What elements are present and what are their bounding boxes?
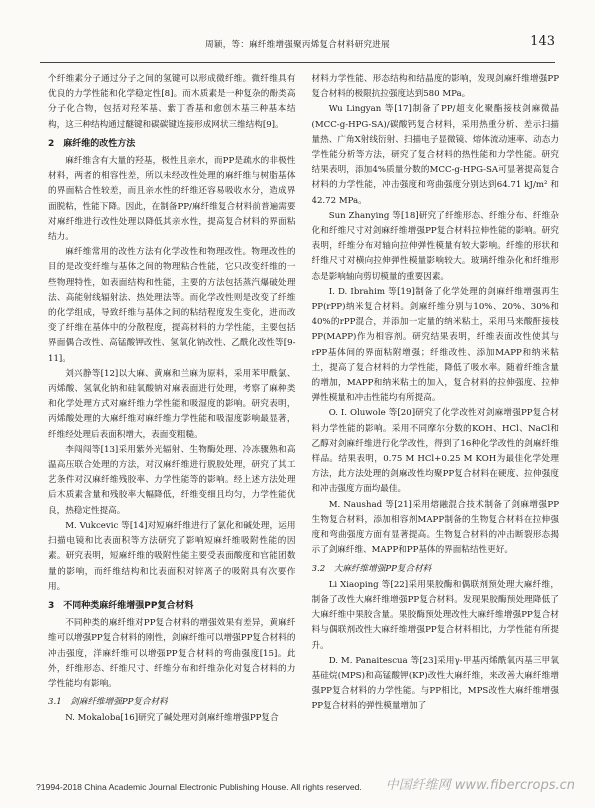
paragraph: 麻纤维常用的改性方法有化学改性和物理改性。物理改性的目的是改变纤维与基体之间的物理粘合性能，它只改变纤维的一些物理特性，如表面结构和性能，主要的方法包括蒸汽爆破处理法、高能射线辐射法、热处理法等。而化学改性则是改变了纤维的化学组成，导致纤维与基体之间的粘结程度发生变化，进而改变了纤维在基体中的分散程度，提高材料的力学性能，主要包括界面偶合改性、高锰酸钾改性、氢氧化钠改性、乙酰化改性等[9-11]。	[48, 247, 296, 364]
subsection-heading: 3.2 大麻纤维增强PP复合材料	[311, 563, 432, 574]
paragraph: D. M. Panaitescua 等[23]采用γ-甲基丙烯酰氧丙基三甲氧基硅烷(MPS)和高锰酸钾(KP)改性大麻纤维，来改善大麻纤维增强PP复合材料的力学性能。与PP相比，MPS改性大麻纤维增强PP复合材料的弹性模量增加了	[311, 655, 559, 712]
paragraph: 刘兴静等[12]以大麻、黄麻和兰麻为原料，采用苯甲酰氯、丙烯酸、氢氧化钠和硅氧酸钠对麻表面进行处理，考察了麻种类和化学处理方式对麻纤维力学性能和吸湿度的影响。研究表明，丙烯酸处理的大麻纤维对麻纤维力学性能和吸湿度影响最显著，纤维经处理后表面积增大，表面变粗糙。	[48, 368, 296, 440]
paragraph: 麻纤维含有大量的羟基，极性且亲水，而PP是疏水的非极性材料，两者的相容性差，所以未经改性处理的麻纤维与树脂基体的界面粘合性较差，而且亲水性的纤维还容易吸收水分，造成界面脱粘，性能下降。因此，在制备PP/麻纤维复合材料前普遍需要对麻纤维进行改性处理以降低其亲水性，提高复合材料的界面粘结力。	[48, 156, 296, 243]
paragraph: Li Xiaoping 等[22]采用果胶酶和偶联剂预处理大麻纤维，制备了改性大麻纤维增强PP复合材料。发现果胶酶预处理降低了大麻纤维中果胶含量。果胶酶预处理改性大麻纤维增强PP复合材料与偶联剂改性大麻纤维增强PP复合材料相比，力学性能有所提升。	[311, 579, 559, 651]
section-heading: 3 不同种类麻纤维增强PP复合材料	[48, 600, 194, 611]
page-footer	[36, 778, 575, 798]
right-column	[312, 72, 560, 772]
section-heading: 2 麻纤维的改性方法	[48, 138, 136, 149]
paragraph: 不同种类的麻纤维对PP复合材料的增强效果有差异，黄麻纤维可以增强PP复合材料的刚性，剑麻纤维可以增强PP复合材料的冲击强度，洋麻纤维可以增强PP复合材料的弯曲强度[15]。此外，纤维形态、纤维尺寸、纤维分布和纤维杂化对复合材料的力学性能均有影响。	[48, 618, 296, 689]
left-column	[48, 72, 296, 772]
subsection-heading: 3.1 剑麻纤维增强PP复合材料	[48, 697, 168, 708]
paragraph: 李闯闯等[13]采用紫外光辐射、生物酶处理、冷冻骤熟和高温高压联合处理的方法，对汉麻纤维进行脱胶处理，研究了其工艺条件对汉麻纤维残胶率、力学性能等的影响。经上述方法处理后木质素含量和残胶率大幅降低，纤维变细且均匀，力学性能优良，热稳定性提高。	[48, 444, 296, 516]
paragraph: O. I. Oluwole 等[20]研究了化学改性对剑麻增强PP复合材料力学性能的影响。采用不同摩尔分数的KOH、HCl、NaCl和乙醇对剑麻纤维进行化学改性，得到了16种化学改性的剑麻纤维样品。结果表明，0.75 M HCl+0.25 M KOH为最佳化学处理方法，此方法处理的剑麻改性均聚PP复合材料在硬度、拉伸强度和冲击强度方面均最佳。	[311, 408, 559, 495]
paragraph: N. Mokaloba[16]研究了碱处理对剑麻纤维增强PP复合	[65, 713, 279, 724]
paragraph: Wu Lingyan 等[17]制备了PP/超支化聚酯接枝剑麻微晶(MCC-g-HPG-SA)/碳酸钙复合材料，采用热重分析、差示扫描量热、广角X射线衍射、扫描电子显微镜、熔体流动速率、动态力学性能分析等方法，研究了复合材料的热性能和力学性能。研究结果表明，添加4%质量分数的MCC-g-HPG-SA可显著提高复合材料的力学性能，冲击强度和弯曲强度分别达到64.71 kJ/m² 和42.72 MPa。	[311, 104, 559, 206]
page-header	[40, 18, 555, 63]
paragraph: I. D. Ibrahim 等[19]制备了化学处理的剑麻纤维增强再生PP(rPP)纳米复合材料。剑麻纤维分别与10%、20%、30%和40%的rPP混合，并添加一定量的纳米粘土，采用马来酸酐接枝PP(MAPP)作为相容剂。研究结果表明，纤维表面改性使其与rPP基体间的界面粘附增强；纤维改性、添加MAPP和纳米粘土，提高了复合材料的力学性能，降低了吸水率。随着纤维含量的增加，MAPP和纳米粘土的加入，复合材料的拉伸强度、拉伸弹性模量和冲击性能均有所提高。	[311, 286, 559, 404]
paragraph: Sun Zhanying 等[18]研究了纤维形态、纤维分布、纤维杂化和纤维尺寸对剑麻纤维增强PP复合材料拉伸性能的影响。研究表明，纤维分布对轴向拉伸弹性模量有较大影响。纤维的形状和纤维尺寸对横向拉伸弹性模量影响较大。玻璃纤维杂化和纤维形态是影响轴向剪切模量的重要因素。	[311, 210, 559, 282]
article-body	[48, 72, 559, 772]
page-number: 143	[530, 34, 555, 49]
copyright-notice: ?1994-2018 China Academic Journal Electronic Publishing House. All rights reserved.	[36, 782, 362, 792]
paragraph: M. Vukcevic 等[14]对短麻纤维进行了氯化和碱处理，运用扫描电镜和比表面积等方法研究了影响短麻纤维吸附性能的因素。研究表明，短麻纤维的吸附性能主要受表面酸度和官能团数量的影响，而纤维结构和比表面积对锌离子的吸附具有次要作用。	[48, 520, 296, 592]
running-title: 周颖，等：麻纤维增强聚丙烯复合材料研究进展	[205, 40, 390, 50]
paragraph: 个纤维素分子通过分子之间的氢键可以形成微纤维。微纤维具有优良的力学性能和化学稳定性[8]。而木质素是一种复杂的酚类高分子化合物，包括对羟苯基、紫丁香基和愈创木基三种基本结构，这三种结构通过醚键和碳碳键连接形成网状三维结构[9]。	[48, 74, 296, 130]
watermark: 中国纤维网 www.fibercrops.cn	[385, 778, 575, 793]
paragraph: M. Naushad 等[21]采用熔融混合技术制备了剑麻增强PP生物复合材料，添加相容剂MAPP制备的生物复合材料在拉伸强度和弯曲强度方面有显著提高。生物复合材料的冲击断裂形态揭示了剑麻纤维、MAPP和PP基体的界面粘结性更好。	[311, 499, 559, 556]
paragraph: 材料力学性能、形态结构和结晶度的影响，发现剑麻纤维增强PP复合材料的极限抗拉强度达到580 MPa。	[311, 74, 559, 100]
